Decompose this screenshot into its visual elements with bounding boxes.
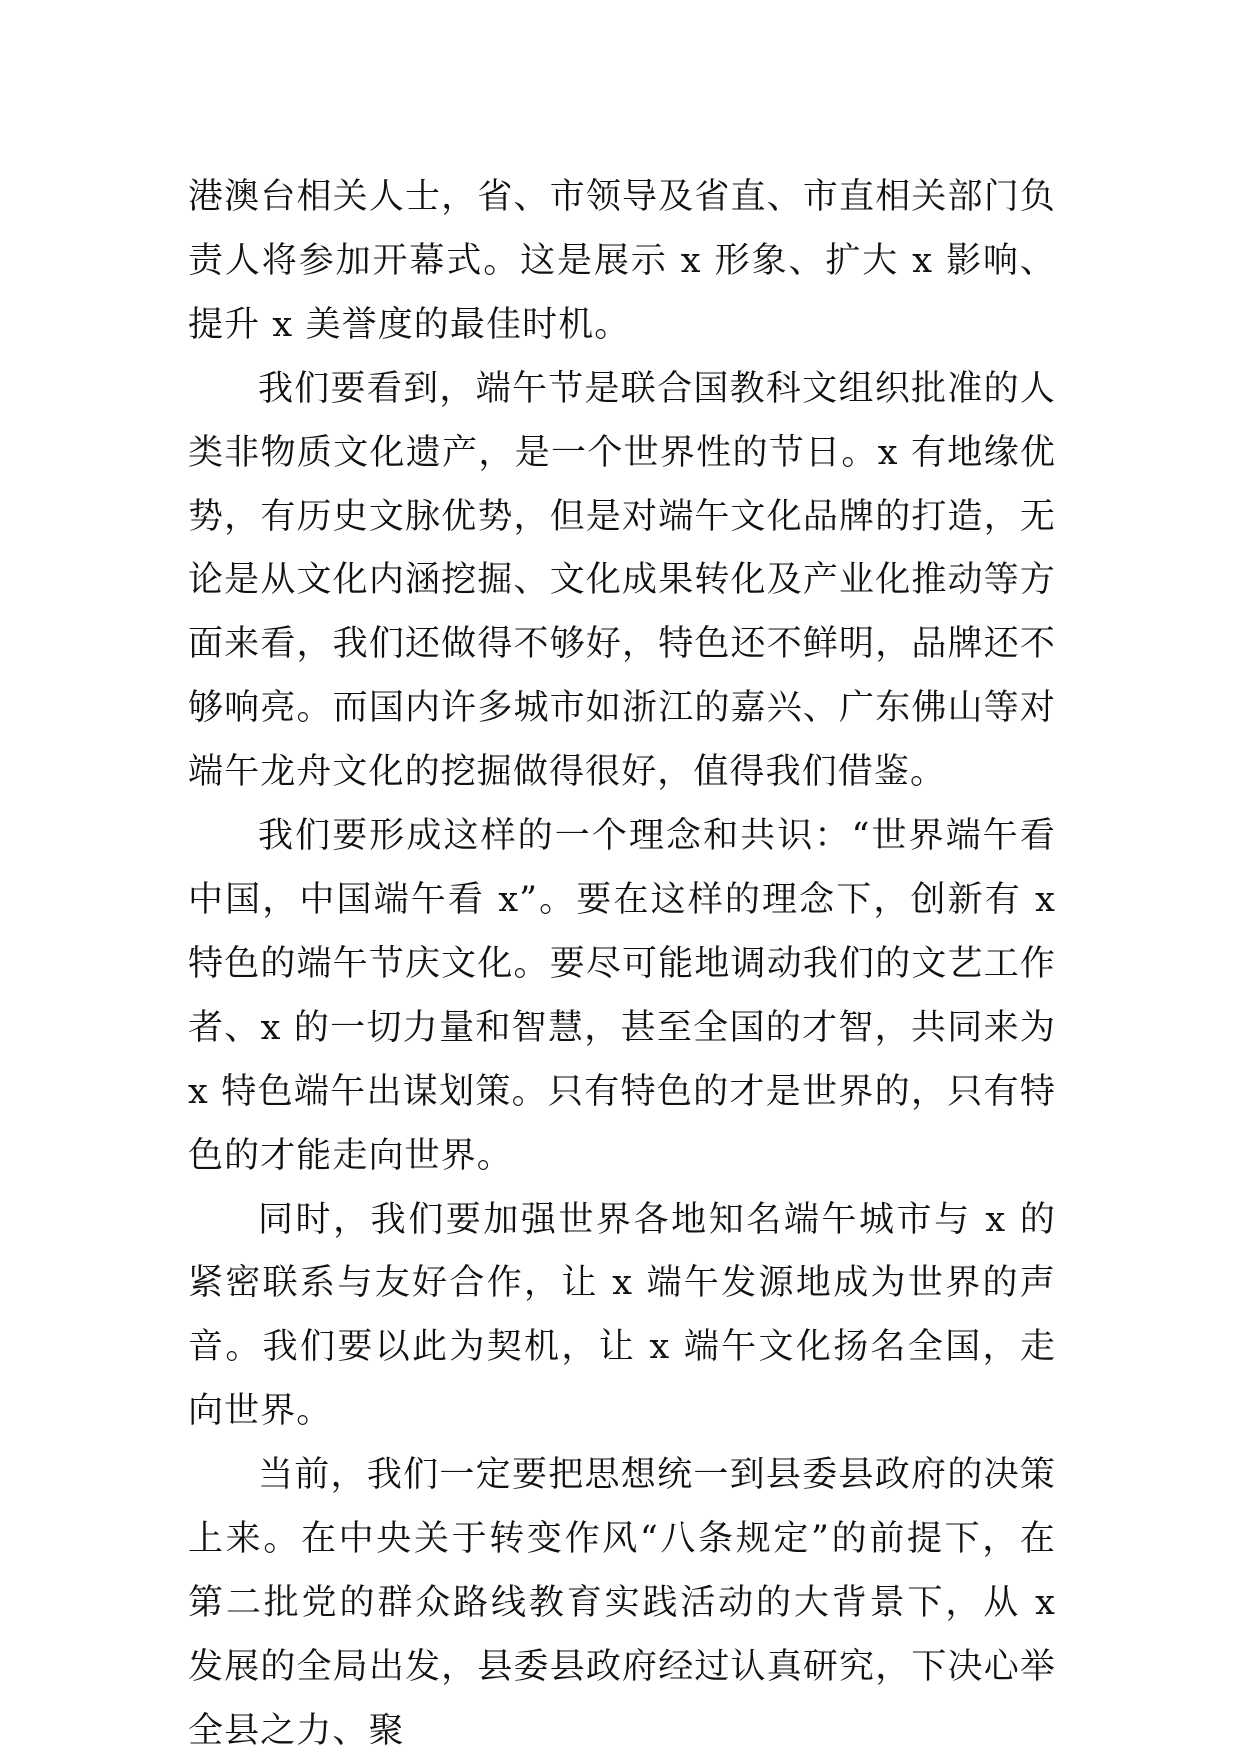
paragraph-1: 港澳台相关人士，省、市领导及省直、市直相关部门负责人将参加开幕式。这是展示 x 形象、扩大 x 影响、提升 x 美誉度的最佳时机。 xyxy=(188,177,1056,345)
paragraph-4: 同时，我们要加强世界各地知名端午城市与 x 的紧密联系与友好合作，让 x 端午发源地成为世界的声音。我们要以此为契机，让 x 端午文化扬名全国，走向世界。 xyxy=(188,1199,1056,1432)
paragraph-2: 我们要看到，端午节是联合国教科文组织批准的人类非物质文化遗产，是一个世界性的节日。x 有地缘优势，有历史文脉优势，但是对端午文化品牌的打造，无论是从文化内涵挖掘、文化成果转化及产业化推动等方面来看，我们还做得不够好，特色还不鲜明，品牌还不够响亮。而国内许多城市如浙江的嘉兴、广东佛山等对端午龙舟文化的挖掘做得很好，值得我们借鉴。 xyxy=(188,368,1056,793)
paragraph-5: 当前，我们一定要把思想统一到县委县政府的决策上来。在中央关于转变作风“八条规定”的前提下，在第二批党的群众路线教育实践活动的大背景下，从 x 发展的全局出发，县委县政府经过认真研究，下决心举全县之力、聚 xyxy=(188,1455,1056,1751)
document-body xyxy=(188,166,1056,1764)
paragraph-3: 我们要形成这样的一个理念和共识：“世界端午看中国，中国端午看 x”。要在这样的理念下，创新有 x 特色的端午节庆文化。要尽可能地调动我们的文艺工作者、x 的一切力量和智慧，甚至全国的才智，共同来为 x 特色端午出谋划策。只有特色的才是世界的，只有特色的才能走向世界。 xyxy=(188,816,1056,1176)
